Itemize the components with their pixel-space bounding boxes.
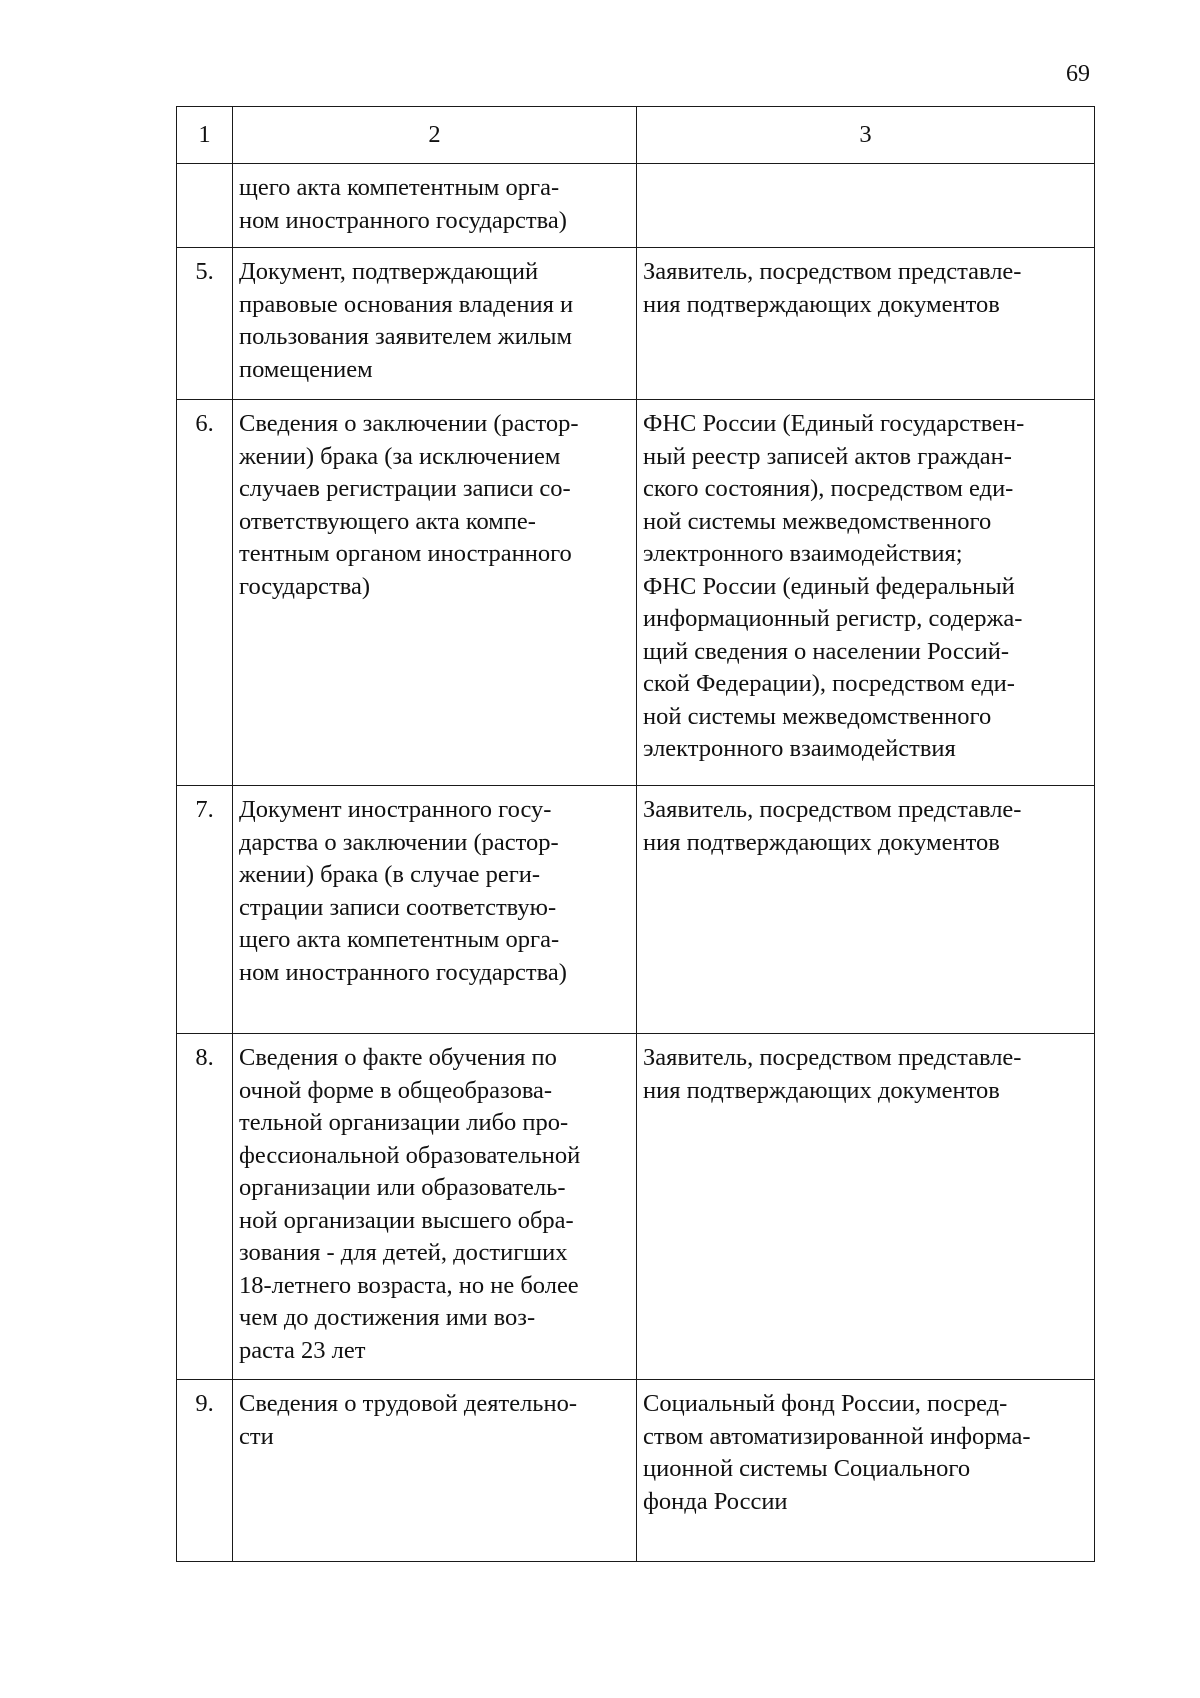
text-line: ФНС России (единый федеральный xyxy=(643,572,1015,600)
document-table xyxy=(176,106,1095,1562)
text-line: тентным органом иностранного xyxy=(239,540,572,567)
text-line: Заявитель, посредством представле- xyxy=(643,258,1022,285)
text-line: ского состояния), посредством еди- xyxy=(643,475,1014,502)
text-line: электронного взаимодействия xyxy=(643,735,956,762)
document-description xyxy=(233,1034,637,1380)
document-source xyxy=(637,400,1095,786)
row-number xyxy=(177,164,233,248)
text-line: жении) брака (за исключением xyxy=(239,442,561,470)
text-line: электронного взаимодействия; xyxy=(643,540,963,567)
text-line: правовые основания владения и xyxy=(239,290,574,318)
row-number: 5. xyxy=(177,248,233,400)
document-description xyxy=(233,164,637,248)
table-row xyxy=(177,164,1095,248)
text-line: ном иностранного государства) xyxy=(239,206,567,234)
text-line: Документ иностранного госу- xyxy=(239,796,552,823)
text-line: информационный регистр, содержа- xyxy=(643,605,1023,632)
header-cell-3: 3 xyxy=(637,107,1095,164)
text-line: ной системы межведомственного xyxy=(643,507,992,535)
text-line: 18-летнего возраста, но не более xyxy=(239,1271,579,1299)
text-line: ционной системы Социального xyxy=(643,1455,971,1482)
document-description xyxy=(233,248,637,400)
text-line: помещением xyxy=(239,355,373,383)
text-line: ния подтверждающих документов xyxy=(643,828,1000,856)
text-line: фессиональной образовательной xyxy=(239,1141,581,1169)
text-line: чем до достижения ими воз- xyxy=(239,1304,536,1331)
text-line: Документ, подтверждающий xyxy=(239,258,539,285)
text-line: ответствующего акта компе- xyxy=(239,507,536,535)
text-line: фонда России xyxy=(643,1487,788,1515)
text-line: ной организации высшего обра- xyxy=(239,1206,574,1234)
text-line: страции записи соответствую- xyxy=(239,893,557,921)
text-line: Сведения о заключении (растор- xyxy=(239,410,579,437)
text-line: случаев регистрации записи со- xyxy=(239,475,571,502)
document-description xyxy=(233,400,637,786)
document-source xyxy=(637,1380,1095,1562)
row-number: 9. xyxy=(177,1380,233,1562)
document-source xyxy=(637,786,1095,1034)
text-line: Сведения о трудовой деятельно- xyxy=(239,1390,577,1417)
row-number: 7. xyxy=(177,786,233,1034)
text-line: сти xyxy=(239,1422,274,1450)
table-row xyxy=(177,248,1095,400)
table-row xyxy=(177,786,1095,1034)
text-line: дарства о заключении (растор- xyxy=(239,828,559,856)
document-source xyxy=(637,248,1095,400)
text-line: Социальный фонд России, посред- xyxy=(643,1390,1008,1417)
text-line: организации или образователь- xyxy=(239,1174,566,1201)
text-line: ской Федерации), посредством еди- xyxy=(643,670,1015,697)
table-row xyxy=(177,1380,1095,1562)
text-line: ной системы межведомственного xyxy=(643,702,992,730)
text-line: тельной организации либо про- xyxy=(239,1109,569,1136)
header-cell-1: 1 xyxy=(177,107,233,164)
text-line: ния подтверждающих документов xyxy=(643,1076,1000,1104)
header-cell-2: 2 xyxy=(233,107,637,164)
text-line: щий сведения о населении Россий- xyxy=(643,637,1009,665)
row-number: 6. xyxy=(177,400,233,786)
text-line: раста 23 лет xyxy=(239,1336,366,1364)
text-line: ном иностранного государства) xyxy=(239,958,567,986)
row-number: 8. xyxy=(177,1034,233,1380)
text-line: Сведения о факте обучения по xyxy=(239,1044,557,1071)
table-header-row xyxy=(177,107,1095,164)
text-line: зования - для детей, достигших xyxy=(239,1239,568,1266)
document-source xyxy=(637,164,1095,248)
text-line: жении) брака (в случае реги- xyxy=(239,861,541,888)
page-number: 69 xyxy=(1066,61,1090,87)
text-line: Заявитель, посредством представле- xyxy=(643,796,1022,823)
text-line: пользования заявителем жилым xyxy=(239,323,572,350)
text-line: государства) xyxy=(239,572,371,600)
document-description xyxy=(233,1380,637,1562)
table-row xyxy=(177,1034,1095,1380)
text-line: щего акта компетентным орга- xyxy=(239,926,560,953)
text-line: очной форме в общеобразова- xyxy=(239,1076,553,1104)
text-line: ФНС России (Единый государствен- xyxy=(643,410,1025,437)
text-line: ством автоматизированной информа- xyxy=(643,1422,1031,1450)
document-source xyxy=(637,1034,1095,1380)
text-line: ния подтверждающих документов xyxy=(643,290,1000,318)
text-line: щего акта компетентным орга- xyxy=(239,174,560,201)
text-line: ный реестр записей актов граждан- xyxy=(643,442,1012,470)
text-line: Заявитель, посредством представле- xyxy=(643,1044,1022,1071)
document-description xyxy=(233,786,637,1034)
table-row xyxy=(177,400,1095,786)
